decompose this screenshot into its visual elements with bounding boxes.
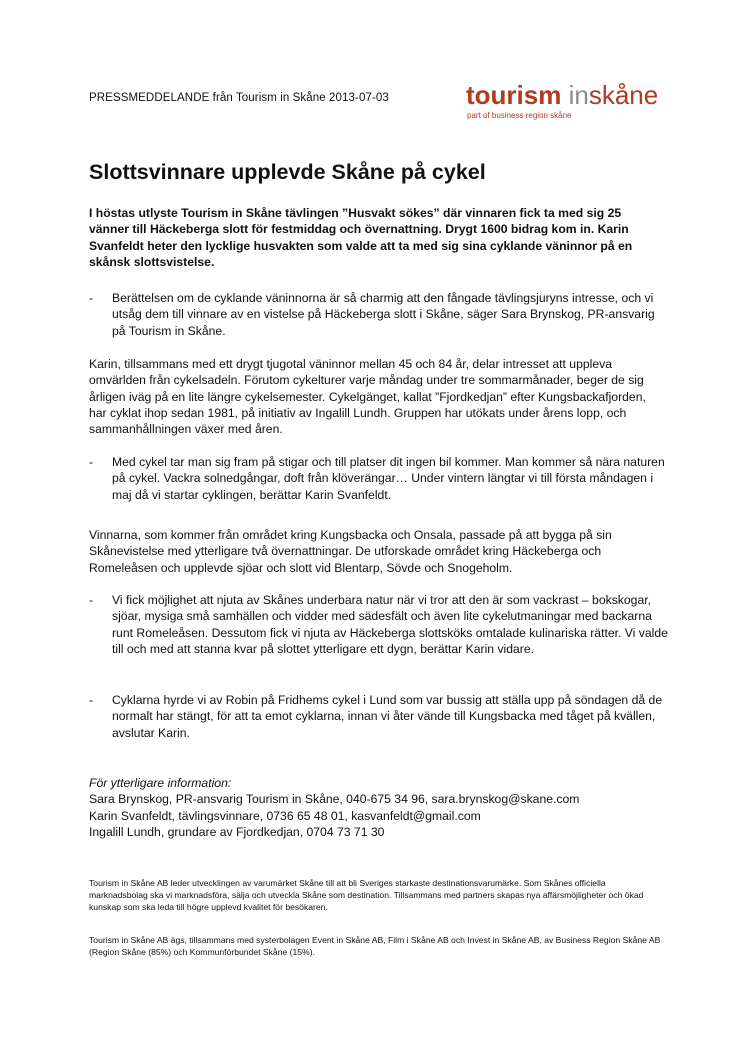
quote-block xyxy=(89,692,669,741)
logo-word-in: in xyxy=(568,80,589,110)
dash-bullet: - xyxy=(89,455,94,469)
press-release-header: PRESSMEDDELANDE från Tourism in Skåne 2013-07-03 xyxy=(89,92,389,104)
quote-text: Cyklarna hyrde vi av Robin på Fridhems cykel i Lund som var bussig att ställa upp på söndagen då de normalt har stängt, för att ta emot cyklarna, innan vi åter vände till Kungsbacka med tåget på kvällen, avslutar Karin. xyxy=(112,693,663,740)
body-paragraph: Vinnarna, som kommer från området kring Kungsbacka och Onsala, passade på att bygga på sin Skånevistelse med ytterligare två övernattningar. De utforskade området kring Häckeberga och Romeleåsen och upplevde sjöar och slott vid Blentarp, Sövde och Snogeholm. xyxy=(89,528,612,575)
quote-block xyxy=(89,290,669,339)
quote-text: Med cykel tar man sig fram på stigar och till platser dit ingen bil kommer. Man kommer så nära naturen på cykel. Vackra solnedgångar, doft från klöverängar… Under vintern längtar vi till första måndagen i maj då vi startar cyklingen, berättar Karin Svanfeldt. xyxy=(112,455,665,502)
tourism-in-skane-logo xyxy=(466,82,658,120)
footer-ownership: Tourism in Skåne AB ägs, tillsammans med systerbolagen Event in Skåne AB, Film i Skåne AB och Invest in Skåne AB, av Business Region Skåne AB (Region Skåne (85%) och Kommunförbundet Skåne (15%). xyxy=(89,935,661,957)
dash-bullet: - xyxy=(89,291,94,305)
quote-block xyxy=(89,454,669,503)
body-paragraph: Karin, tillsammans med ett drygt tjugotal väninnor mellan 45 och 84 år, delar intresset att uppleva omvärlden från cykelsadeln. Förutom cykelturer varje måndag under tre sommarmånader, beger de sig årligen iväg på en lite längre cykelsemester. Cykelgänget, kallat ”Fjordkedjan” efter Kungsbackafjorden, har cyklat ihop sedan 1981, på initiativ av Ingalill Lundh. Gruppen har utökats under årens lopp, och sammanhållningen växer med åren. xyxy=(89,357,646,437)
quote-text: Vi fick möjlighet att njuta av Skånes underbara natur när vi tror att den är som vackrast – bokskogar, sjöar, mysiga små samhällen och vidder med sädesfält och även lite cykelutmaningar med backarna runt Romeleåsen. Dessutom fick vi njuta av Häckeberga slottsköks omtalade kulinariska rätter. Vi valde till och med att stanna kvar på slottet ytterligare ett dygn, berättar Karin vidare. xyxy=(112,593,668,656)
contact-line: Ingalill Lundh, grundare av Fjordkedjan, 0704 73 71 30 xyxy=(89,824,385,839)
contact-block xyxy=(89,775,579,840)
logo-word-skane: skåne xyxy=(588,80,659,110)
logo-tagline: part of business region skåne xyxy=(467,111,572,120)
logo-word-tourism: tourism xyxy=(466,80,562,110)
footer-about: Tourism in Skåne AB leder utvecklingen av varumärket Skåne till att bli Sveriges starkaste destinationsvarumärke. Som Skånes officiella marknadsbolag ska vi marknadsföra, sälja och utveckla Skåne som destination. Tillsammans med partners skapas nya affärsmöjligheter och ökad kunskap som ska leda till högre upplevd kvalitet för besökaren. xyxy=(89,878,644,912)
quote-block xyxy=(89,592,669,657)
dash-bullet: - xyxy=(89,693,94,707)
contact-heading: För ytterligare information: xyxy=(89,776,232,790)
contact-line: Sara Brynskog, PR-ansvarig Tourism in Skåne, 040-675 34 96, sara.brynskog@skane.com xyxy=(89,792,580,807)
logo-wordmark xyxy=(466,82,658,108)
quote-text: Berättelsen om de cyklande väninnorna är så charmig att den fångade tävlingsjuryns intresse, och vi utsåg dem till vinnare av en vistelse på Häckeberga slott i Skåne, säger Sara Brynskog, PR-ansvarig på Tourism in Skåne. xyxy=(112,291,655,338)
page-title: Slottsvinnare upplevde Skåne på cykel xyxy=(89,160,486,184)
lead-paragraph: I höstas utlyste Tourism in Skåne tävlingen ”Husvakt sökes” där vinnaren fick ta med sig 25 vänner till Häckeberga slott för festmiddag och övernattning. Drygt 1600 bidrag kom in. Karin Svanfeldt heter den lycklige husvakten som valde att ta med sig sina cyklande väninnor på en skånsk slottsvistelse. xyxy=(89,206,633,269)
contact-line: Karin Svanfeldt, tävlingsvinnare, 0736 65 48 01, kasvanfeldt@gmail.com xyxy=(89,808,481,823)
dash-bullet: - xyxy=(89,593,94,607)
